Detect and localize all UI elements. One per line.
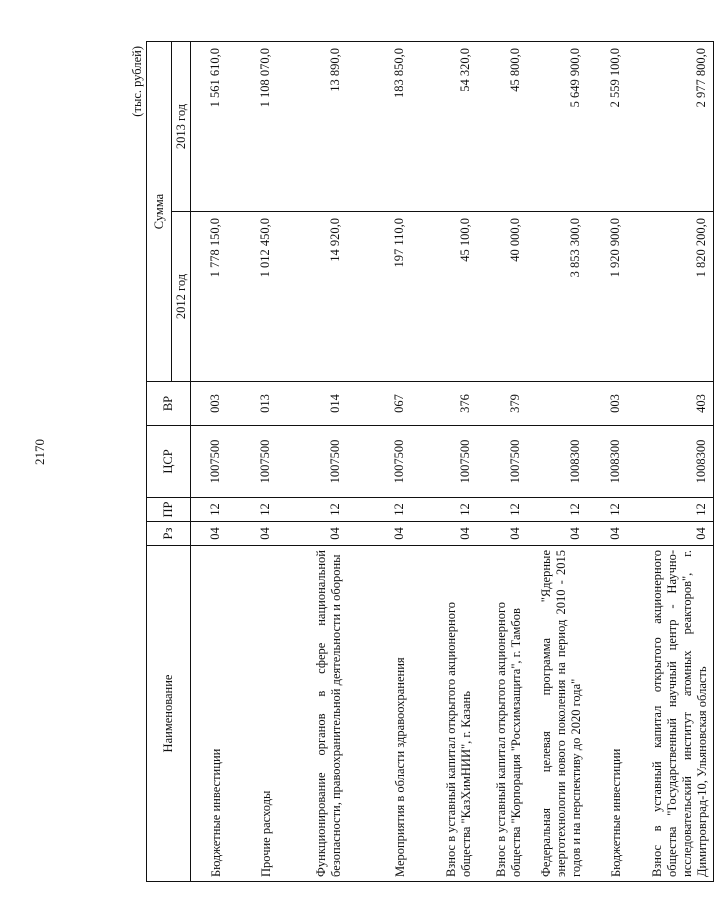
row-sum-2013: 1 561 610,0 <box>191 42 228 212</box>
row-csr: 1007500 <box>277 426 347 498</box>
row-name: Взнос в уставный капитал открытого акционерного общества "Корпорация "Росхимзащита", г. Тамбов <box>477 546 527 882</box>
row-sum-2013: 45 800,0 <box>477 42 527 212</box>
table-row <box>277 42 347 882</box>
row-sum-2013: 2 977 800,0 <box>627 42 714 212</box>
row-rz: 04 <box>527 522 587 546</box>
row-name: Мероприятия в области здравоохранения <box>347 546 411 882</box>
row-csr: 1007500 <box>227 426 277 498</box>
header-sum: Сумма <box>147 42 172 382</box>
row-csr: 1008300 <box>527 426 587 498</box>
row-pr: 12 <box>347 498 411 522</box>
row-name: Взнос в уставный капитал открытого акционерного общества "КазХимНИИ", г. Казань <box>411 546 477 882</box>
table-row <box>411 42 477 882</box>
table-row <box>191 42 228 882</box>
table-row <box>527 42 587 882</box>
header-2012: 2012 год <box>172 212 191 382</box>
rotated-budget-sheet <box>128 42 709 882</box>
row-vr: 014 <box>277 382 347 426</box>
row-vr: 013 <box>227 382 277 426</box>
header-name: Наименование <box>147 546 191 882</box>
row-pr: 12 <box>527 498 587 522</box>
row-sum-2013: 2 559 100,0 <box>587 42 627 212</box>
row-name: Взнос в уставный капитал открытого акционерного общества "Государственный научный центр - Научно-исследовательский институт атомных реакторов", г. Димитровград-10, Ульяновская область <box>627 546 714 882</box>
row-sum-2013: 1 108 070,0 <box>227 42 277 212</box>
row-rz: 04 <box>587 522 627 546</box>
row-pr: 12 <box>411 498 477 522</box>
row-vr <box>527 382 587 426</box>
row-name: Бюджетные инвестиции <box>191 546 228 882</box>
row-csr: 1008300 <box>587 426 627 498</box>
table-row <box>587 42 627 882</box>
row-name: Бюджетные инвестиции <box>587 546 627 882</box>
row-sum-2012: 1 778 150,0 <box>191 212 228 382</box>
row-sum-2012: 1 920 900,0 <box>587 212 627 382</box>
row-sum-2012: 1 012 450,0 <box>227 212 277 382</box>
row-vr: 003 <box>587 382 627 426</box>
row-csr: 1007500 <box>411 426 477 498</box>
row-sum-2013: 13 890,0 <box>277 42 347 212</box>
row-sum-2012: 14 920,0 <box>277 212 347 382</box>
row-name: Прочие расходы <box>227 546 277 882</box>
header-vr: ВР <box>147 382 191 426</box>
header-rz: Рз <box>147 522 191 546</box>
row-pr: 12 <box>277 498 347 522</box>
row-sum-2013: 54 320,0 <box>411 42 477 212</box>
table-row <box>227 42 277 882</box>
header-2013: 2013 год <box>172 42 191 212</box>
budget-table <box>146 41 714 882</box>
row-csr: 1007500 <box>347 426 411 498</box>
row-name: Функционирование органов в сфере национальной безопасности, правоохранительной деятельности и обороны <box>277 546 347 882</box>
row-rz: 04 <box>277 522 347 546</box>
row-name: Федеральная целевая программа "Ядерные энерготехнологии нового поколения на период 2010 - 2015 годов и на перспективу до 2020 года" <box>527 546 587 882</box>
row-sum-2012: 197 110,0 <box>347 212 411 382</box>
row-csr: 1007500 <box>191 426 228 498</box>
row-rz: 04 <box>227 522 277 546</box>
row-vr: 379 <box>477 382 527 426</box>
row-rz: 04 <box>477 522 527 546</box>
row-pr: 12 <box>627 498 714 522</box>
row-rz: 04 <box>191 522 228 546</box>
row-pr: 12 <box>477 498 527 522</box>
row-sum-2013: 183 850,0 <box>347 42 411 212</box>
row-pr: 12 <box>587 498 627 522</box>
row-rz: 04 <box>347 522 411 546</box>
row-sum-2012: 3 853 300,0 <box>527 212 587 382</box>
page-number: 2170 <box>32 439 47 465</box>
table-row <box>347 42 411 882</box>
header-pr: ПР <box>147 498 191 522</box>
header-csr: ЦСР <box>147 426 191 498</box>
row-csr: 1008300 <box>627 426 714 498</box>
row-vr: 403 <box>627 382 714 426</box>
row-vr: 067 <box>347 382 411 426</box>
row-vr: 376 <box>411 382 477 426</box>
row-sum-2012: 1 820 200,0 <box>627 212 714 382</box>
row-rz: 04 <box>411 522 477 546</box>
row-sum-2012: 40 000,0 <box>477 212 527 382</box>
units-label: (тыс. рублей) <box>130 46 144 117</box>
row-sum-2012: 45 100,0 <box>411 212 477 382</box>
row-pr: 12 <box>191 498 228 522</box>
row-csr: 1007500 <box>477 426 527 498</box>
row-rz: 04 <box>627 522 714 546</box>
row-pr: 12 <box>227 498 277 522</box>
table-row <box>477 42 527 882</box>
row-sum-2013: 5 649 900,0 <box>527 42 587 212</box>
row-vr: 003 <box>191 382 228 426</box>
table-row <box>627 42 714 882</box>
